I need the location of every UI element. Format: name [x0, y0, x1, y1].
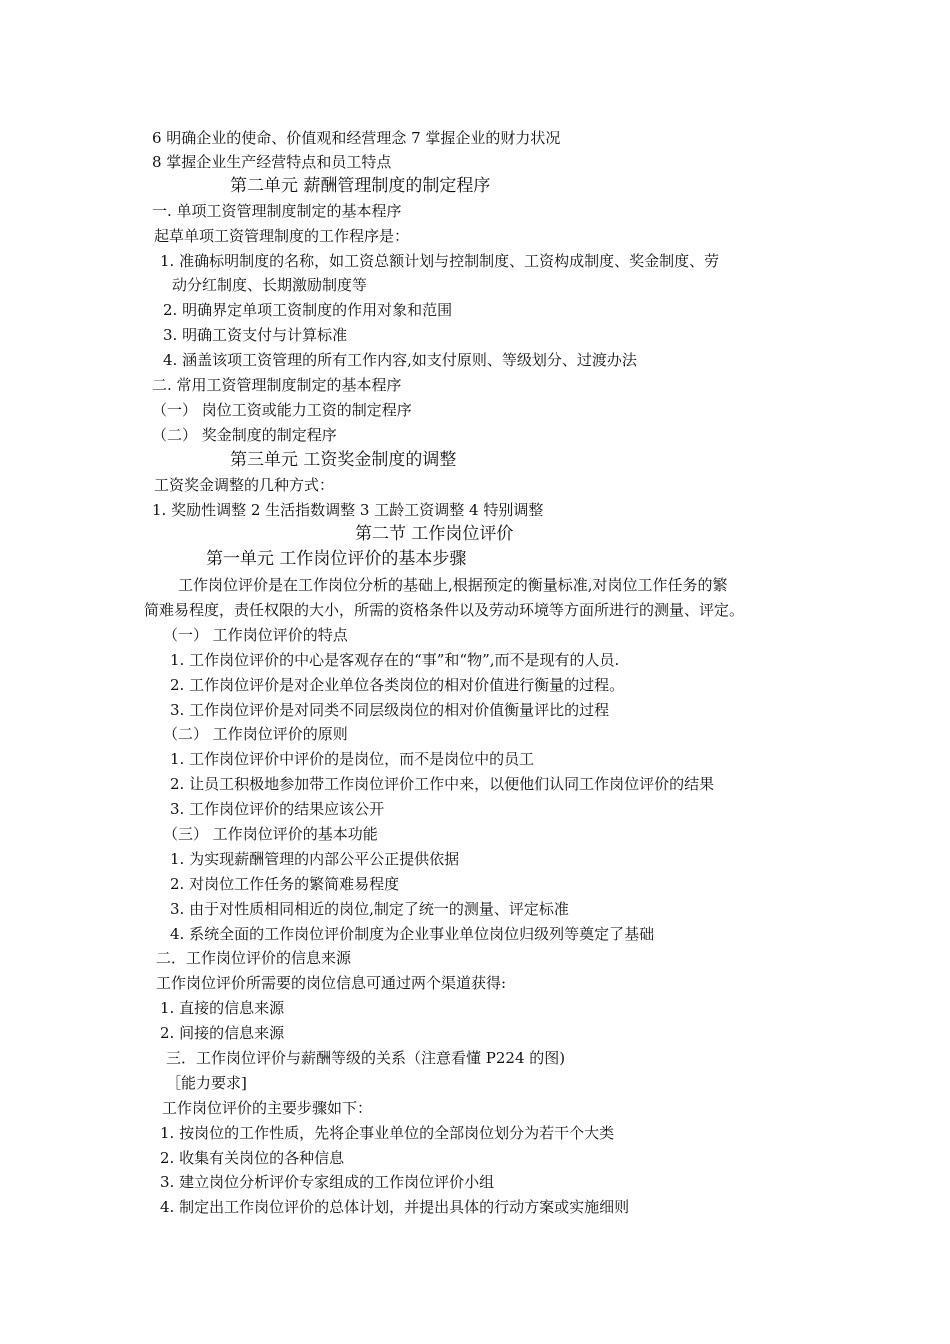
- list-item: 1. 按岗位的工作性质，先将企事业单位的全部岗位划分为若干个大类: [160, 1124, 615, 1142]
- text-line: 工资奖金调整的几种方式：: [154, 476, 335, 494]
- list-item: 3. 建立岗位分析评价专家组成的工作岗位评价小组: [160, 1173, 495, 1191]
- text-line: 简难易程度，责任权限的大小，所需的资格条件以及劳动环境等方面所进行的测量、评定。: [144, 601, 745, 619]
- section-heading: 第一单元 工作岗位评价的基本步骤: [206, 549, 467, 569]
- text-line: 工作岗位评价的主要步骤如下：: [162, 1099, 373, 1117]
- list-item: 1. 准确标明制度的名称，如工资总额计划与控制制度、工资构成制度、奖金制度、劳: [160, 252, 720, 270]
- list-item: 2. 收集有关岗位的各种信息: [160, 1149, 345, 1167]
- list-item: 2. 明确界定单项工资制度的作用对象和范围: [163, 301, 453, 319]
- list-item: 1. 奖励性调整 2 生活指数调整 3 工龄工资调整 4 特别调整: [152, 501, 544, 519]
- list-item: 4. 系统全面的工作岗位评价制度为企业事业单位岗位归级列等奠定了基础: [170, 925, 655, 943]
- text-line: （三） 工作岗位评价的基本功能: [163, 825, 378, 843]
- text-line: 6 明确企业的使命、价值观和经营理念 7 掌握企业的财力状况: [152, 129, 561, 147]
- text-line: 一. 单项工资管理制度制定的基本程序: [152, 202, 402, 220]
- text-line: 二. 常用工资管理制度制定的基本程序: [152, 376, 402, 394]
- list-item: 3. 工作岗位评价是对同类不同层级岗位的相对价值衡量评比的过程: [170, 701, 610, 719]
- text-line: （一） 岗位工资或能力工资的制定程序: [152, 401, 412, 419]
- text-line: （二） 奖金制度的制定程序: [152, 426, 337, 444]
- text-line: （二） 工作岗位评价的原则: [163, 725, 348, 743]
- list-item: 1. 工作岗位评价的中心是客观存在的“事”和“物”,而不是现有的人员.: [170, 651, 620, 669]
- list-item: 4. 涵盖该项工资管理的所有工作内容,如支付原则、等级划分、过渡办法: [163, 351, 637, 369]
- section-heading: 第三单元 工资奖金制度的调整: [230, 450, 457, 470]
- list-item: 3. 由于对性质相同相近的岗位,制定了统一的测量、评定标准: [170, 900, 569, 918]
- text-line: 工作岗位评价是在工作岗位分析的基础上,根据预定的衡量标准,对岗位工作任务的繁: [178, 576, 728, 594]
- section-heading: 第二节 工作岗位评价: [355, 524, 514, 544]
- list-item: 1. 工作岗位评价中评价的是岗位，而不是岗位中的员工: [170, 750, 535, 768]
- list-item: 3. 明确工资支付与计算标准: [163, 326, 348, 344]
- list-item: 2. 让员工积极地参加带工作岗位评价工作中来，以便他们认同工作岗位评价的结果: [170, 775, 715, 793]
- text-line: 三．工作岗位评价与薪酬等级的关系（注意看懂 P224 的图): [166, 1049, 566, 1067]
- list-item: 4. 制定出工作岗位评价的总体计划，并提出具体的行动方案或实施细则: [160, 1198, 630, 1216]
- text-line: 动分红制度、长期激励制度等: [172, 276, 368, 294]
- list-item: 2. 工作岗位评价是对企业单位各类岗位的相对价值进行衡量的过程。: [170, 676, 625, 694]
- list-item: 2. 间接的信息来源: [160, 1024, 285, 1042]
- list-item: 2. 对岗位工作任务的繁简难易程度: [170, 875, 400, 893]
- text-line: ［能力要求]: [166, 1074, 247, 1092]
- list-item: 3. 工作岗位评价的结果应该公开: [170, 800, 385, 818]
- text-line: （一） 工作岗位评价的特点: [163, 626, 348, 644]
- list-item: 1. 为实现薪酬管理的内部公平公正提供依据: [170, 850, 460, 868]
- text-line: 工作岗位评价所需要的岗位信息可通过两个渠道获得:: [156, 974, 507, 992]
- text-line: 8 掌握企业生产经营特点和员工特点: [152, 153, 392, 171]
- section-heading: 第二单元 薪酬管理制度的制定程序: [230, 176, 491, 196]
- list-item: 1. 直接的信息来源: [160, 999, 285, 1017]
- text-line: 二．工作岗位评价的信息来源: [156, 949, 352, 967]
- text-line: 起草单项工资管理制度的工作程序是：: [154, 227, 410, 245]
